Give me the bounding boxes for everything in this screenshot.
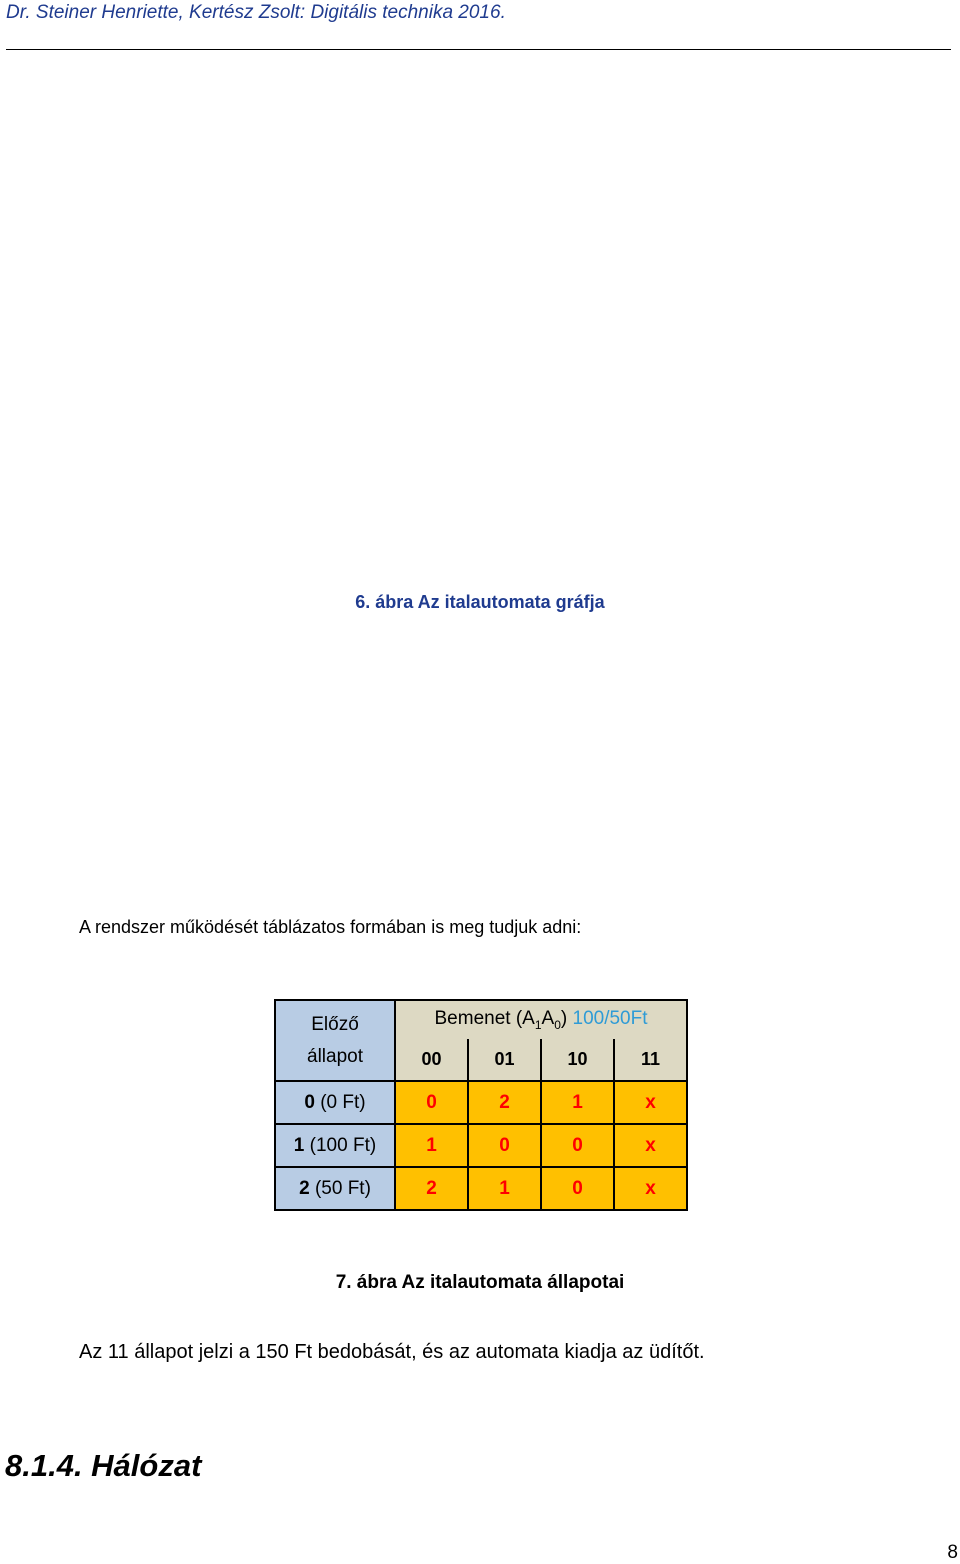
input-code-11: 11 [614, 1039, 687, 1081]
prev-state-header-line2: állapot [307, 1045, 363, 1067]
input-header-label: Bemenet $(A_1A_0)$ [434, 1008, 568, 1032]
table-row [275, 1081, 687, 1124]
input-code-10: 10 [541, 1039, 614, 1081]
input-header-note: 100/50Ft [572, 1008, 648, 1030]
explanation-paragraph: Az 11 állapot jelzi a 150 Ft bedobását, és az automata kiadja az üdítőt. [79, 1341, 705, 1363]
next-state-cell: 0 [468, 1124, 541, 1167]
next-state-cell: 1 [541, 1081, 614, 1124]
intro-paragraph: A rendszer működését táblázatos formában is meg tudjuk adni: [79, 917, 582, 937]
input-code-00: 00 [395, 1039, 468, 1081]
page-number: 8 [947, 1542, 958, 1563]
next-state-cell: 0 [541, 1124, 614, 1167]
next-state-cell: 0 [541, 1167, 614, 1210]
figure-7-caption: 7. ábra Az italautomata állapotai [335, 1272, 625, 1293]
next-state-cell: 1 [395, 1124, 468, 1167]
input-code-01: 01 [468, 1039, 541, 1081]
table-row [275, 1124, 687, 1167]
next-state-cell: x [614, 1167, 687, 1210]
header-rule [6, 49, 951, 50]
figure-6-graph-area [60, 70, 900, 570]
state-label: 2 (50 Ft) [275, 1167, 395, 1210]
next-state-cell: 1 [468, 1167, 541, 1210]
figure-6-caption: 6. ábra Az italautomata gráfja [355, 592, 605, 612]
prev-state-header-line1: Előző [311, 1013, 359, 1035]
next-state-cell: x [614, 1081, 687, 1124]
prev-state-header [275, 1000, 395, 1081]
input-header [395, 1000, 687, 1039]
state-table [274, 999, 688, 1211]
state-label: 0 (0 Ft) [275, 1081, 395, 1124]
state-label: 1 (100 Ft) [275, 1124, 395, 1167]
next-state-cell: 0 [395, 1081, 468, 1124]
next-state-cell: x [614, 1124, 687, 1167]
next-state-cell: 2 [468, 1081, 541, 1124]
table-row [275, 1167, 687, 1210]
next-state-cell: 2 [395, 1167, 468, 1210]
running-header: Dr. Steiner Henriette, Kertész Zsolt: Digitális technika 2016. [6, 2, 506, 23]
section-heading: 8.1.4. Hálózat [5, 1448, 202, 1483]
